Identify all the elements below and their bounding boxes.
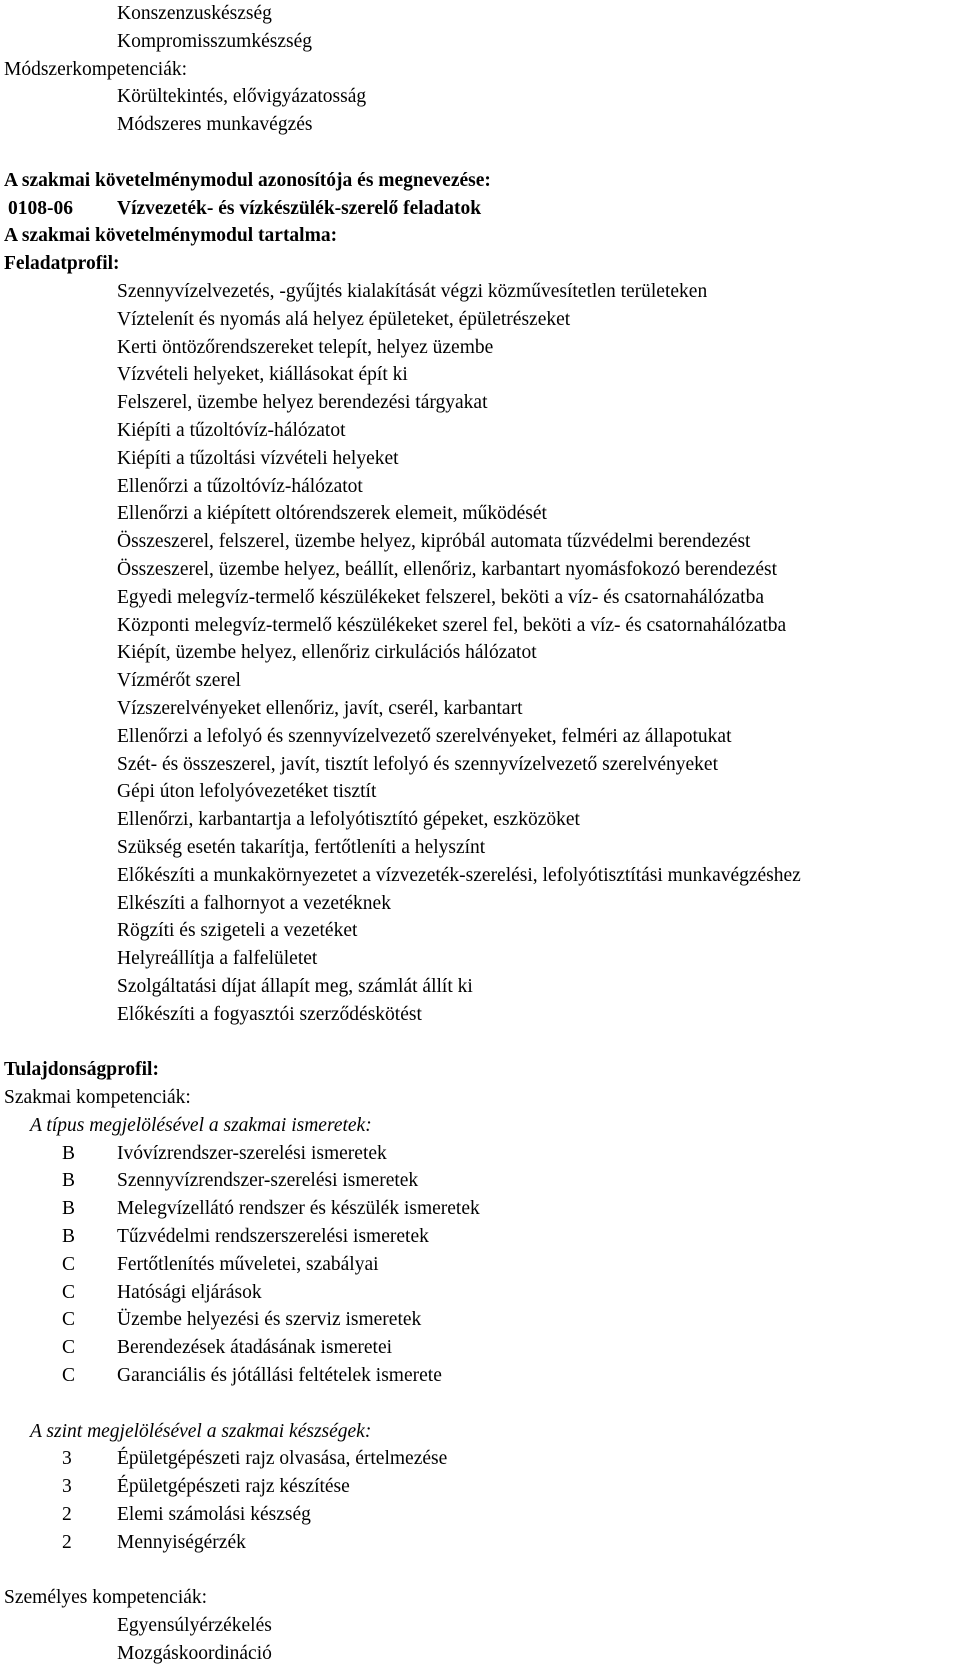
task-item: Szennyvízelvezetés, -gyűjtés kialakítását végzi közművesítetlen területeken xyxy=(117,280,708,302)
knowledge-item xyxy=(0,1251,960,1279)
knowledge-type: C xyxy=(62,1365,76,1387)
knowledge-item xyxy=(0,1223,960,1251)
list-item: Egyensúlyérzékelés xyxy=(117,1615,272,1637)
skill-level: 3 xyxy=(62,1476,72,1498)
task-item: Elkészíti a falhornyot a vezetéknek xyxy=(117,892,391,914)
knowledge-text: Tűzvédelmi rendszerszerelési ismeretek xyxy=(117,1226,429,1248)
list-item: Kompromisszumkészség xyxy=(117,30,312,52)
skill-item xyxy=(0,1445,960,1473)
task-item: Szolgáltatási díjat állapít meg, számlát állít ki xyxy=(117,975,473,997)
task-item: Vízszerelvényeket ellenőriz, javít, cserél, karbantart xyxy=(117,697,523,719)
skill-text: Mennyiségérzék xyxy=(117,1531,246,1553)
skill-level: 2 xyxy=(62,1504,72,1526)
skills-subheading: A szint megjelölésével a szakmai készségek: xyxy=(30,1420,372,1442)
task-item: Rögzíti és szigeteli a vezetéket xyxy=(117,920,358,942)
task-item: Előkészíti a fogyasztói szerződéskötést xyxy=(117,1003,422,1025)
list-item: Körültekintés, elővigyázatosság xyxy=(117,86,367,108)
knowledge-type: B xyxy=(62,1226,76,1248)
task-item: Kiépíti a tűzoltási vízvételi helyeket xyxy=(117,447,399,469)
knowledge-type: B xyxy=(62,1170,76,1192)
knowledge-text: Fertőtlenítés műveletei, szabályai xyxy=(117,1253,379,1275)
task-item: Ellenőrzi a lefolyó és szennyvízelvezető szerelvényeket, felméri az állapotukat xyxy=(117,725,732,747)
list-item: Módszeres munkavégzés xyxy=(117,114,313,136)
task-item: Helyreállítja a falfelületet xyxy=(117,948,318,970)
skill-item xyxy=(0,1473,960,1501)
method-competencies-heading: Módszerkompetenciák: xyxy=(4,58,188,80)
personal-competencies-heading: Személyes kompetenciák: xyxy=(4,1587,208,1609)
knowledge-item xyxy=(0,1334,960,1362)
list-item: Konszenzuskészség xyxy=(117,3,272,24)
knowledge-text: Melegvízellátó rendszer és készülék ismeretek xyxy=(117,1198,480,1220)
skill-item xyxy=(0,1529,960,1557)
skill-level: 2 xyxy=(62,1531,72,1553)
knowledge-type: C xyxy=(62,1337,76,1359)
task-item: Egyedi melegvíz-termelő készülékeket felszerel, beköti a víz- és csatornahálózatba xyxy=(117,586,764,608)
knowledge-item xyxy=(0,1140,960,1168)
task-item: Vízvételi helyeket, kiállásokat épít ki xyxy=(117,364,408,386)
skill-text: Elemi számolási készség xyxy=(117,1504,311,1526)
knowledge-text: Ivóvízrendszer-szerelési ismeretek xyxy=(117,1142,387,1164)
knowledge-item xyxy=(0,1306,960,1334)
task-item: Szükség esetén takarítja, fertőtleníti a helyszínt xyxy=(117,836,486,858)
task-item: Kiépíti a tűzoltóvíz-hálózatot xyxy=(117,419,346,441)
task-item: Ellenőrzi, karbantartja a lefolyótisztító gépeket, eszközöket xyxy=(117,809,580,831)
module-id-row xyxy=(0,195,960,223)
module-id-heading: A szakmai követelménymodul azonosítója és megnevezése: xyxy=(4,169,491,191)
knowledge-subheading: A típus megjelölésével a szakmai ismeretek: xyxy=(30,1114,372,1136)
skill-text: Épületgépészeti rajz olvasása, értelmezése xyxy=(117,1448,448,1470)
module-content-heading: A szakmai követelménymodul tartalma: xyxy=(4,225,338,247)
knowledge-text: Hatósági eljárások xyxy=(117,1281,262,1303)
knowledge-text: Garanciális és jótállási feltételek ismerete xyxy=(117,1365,442,1387)
knowledge-item xyxy=(0,1362,960,1390)
knowledge-type: B xyxy=(62,1142,76,1164)
knowledge-item xyxy=(0,1279,960,1307)
task-item: Szét- és összeszerel, javít, tisztít lefolyó és szennyvízelvezető szerelvényeket xyxy=(117,753,719,775)
list-item: Mozgáskoordináció xyxy=(117,1643,272,1665)
task-item: Központi melegvíz-termelő készülékeket szerel fel, beköti a víz- és csatornahálózatba xyxy=(117,614,787,636)
professional-competencies-heading: Szakmai kompetenciák: xyxy=(4,1087,191,1109)
task-item: Ellenőrzi a tűzoltóvíz-hálózatot xyxy=(117,475,363,497)
skill-text: Épületgépészeti rajz készítése xyxy=(117,1476,350,1498)
module-name: Vízvezeték- és vízkészülék-szerelő feladatok xyxy=(117,197,482,219)
knowledge-type: C xyxy=(62,1253,76,1275)
knowledge-type: C xyxy=(62,1281,76,1303)
task-item: Összeszerel, üzembe helyez, beállít, ellenőriz, karbantart nyomásfokozó berendezést xyxy=(117,558,777,580)
knowledge-type: B xyxy=(62,1198,76,1220)
skill-item xyxy=(0,1501,960,1529)
task-item: Gépi úton lefolyóvezetéket tisztít xyxy=(117,781,377,803)
task-item: Összeszerel, felszerel, üzembe helyez, kipróbál automata tűzvédelmi berendezést xyxy=(117,531,751,553)
task-item: Vízmérőt szerel xyxy=(117,670,241,692)
task-profile-heading: Feladatprofil: xyxy=(4,253,120,275)
task-item: Víztelenít és nyomás alá helyez épületeket, épületrészeket xyxy=(117,308,571,330)
property-profile-heading: Tulajdonságprofil: xyxy=(4,1059,159,1081)
task-item: Ellenőrzi a kiépített oltórendszerek elemeit, működését xyxy=(117,503,547,525)
knowledge-type: C xyxy=(62,1309,76,1331)
task-item: Előkészíti a munkakörnyezetet a vízvezeték-szerelési, lefolyótisztítási munkavégzéshez xyxy=(117,864,801,886)
module-code: 0108-06 xyxy=(8,197,73,219)
skill-level: 3 xyxy=(62,1448,72,1470)
task-item: Kiépít, üzembe helyez, ellenőriz cirkulációs hálózatot xyxy=(117,642,537,664)
knowledge-item xyxy=(0,1167,960,1195)
knowledge-item xyxy=(0,1195,960,1223)
knowledge-text: Üzembe helyezési és szerviz ismeretek xyxy=(117,1309,422,1331)
task-item: Felszerel, üzembe helyez berendezési tárgyakat xyxy=(117,392,488,414)
knowledge-text: Berendezések átadásának ismeretei xyxy=(117,1337,393,1359)
knowledge-text: Szennyvízrendszer-szerelési ismeretek xyxy=(117,1170,419,1192)
task-item: Kerti öntözőrendszereket telepít, helyez üzembe xyxy=(117,336,494,358)
